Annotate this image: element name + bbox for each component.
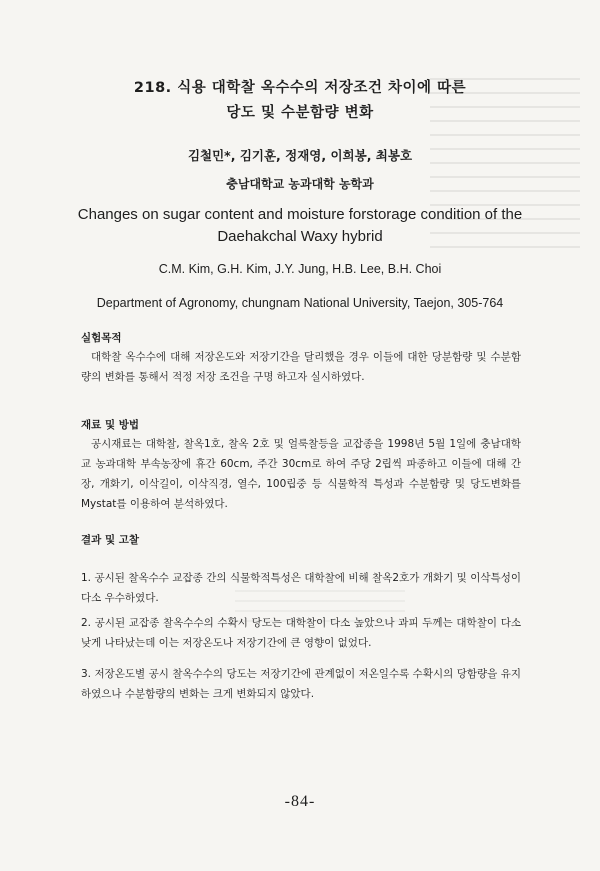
korean-title-line-2: 당도 및 수분함량 변화 xyxy=(226,105,374,121)
result-item-3: 3. 저장온도별 공시 찰옥수수의 당도는 저장기간에 관계없이 저온일수록 수확시의 당함량을 유지하였으나 수분함량의 변화는 크게 변화되지 않았다. xyxy=(81,668,521,700)
korean-affiliation: 충남대학교 농과대학 농학과 xyxy=(226,177,374,191)
section-heading-methods: 재료 및 방법 xyxy=(81,419,140,431)
english-title-line-1: Changes on sugar content and moisture forstorage condition of the xyxy=(77,206,523,223)
page-number: -84- xyxy=(284,793,316,810)
korean-title-line-1: 218. 식용 대학찰 옥수수의 저장조건 차이에 따른 xyxy=(133,80,467,96)
methods-paragraph: 공시재료는 대학찰, 찰옥1호, 찰옥 2호 및 얼룩찰등을 교잡종을 1998년 5월 1일에 충남대학교 농과대학 부속농장에 휴간 60cm, 주간 30cm로 하여 주당 2립씩 파종하고 이들에 대해 간장, 개화기, 이삭길이, 이삭직경, 열수, 100립중 등 식물학적 특성과 수분함량 및 당도변화를 Mystat를 이용하여 분석하였다. xyxy=(81,438,521,510)
english-affiliation: Department of Agronomy, chungnam National University, Taejon, 305-764 xyxy=(96,296,504,310)
objective-paragraph: 대학찰 옥수수에 대해 저장온도와 저장기간을 달리했을 경우 이들에 대한 당분함량 및 수분함량의 변화를 통해서 적정 저장 조건을 구명 하고자 실시하였다. xyxy=(81,351,521,383)
result-item-1: 1. 공시된 찰옥수수 교잡종 간의 식물학적특성은 대학찰에 비해 찰옥2호가 개화기 및 이삭특성이 다소 우수하였다. xyxy=(81,572,521,604)
korean-authors: 김철민*, 김기훈, 정재영, 이희봉, 최봉호 xyxy=(187,148,413,163)
english-authors: C.M. Kim, G.H. Kim, J.Y. Jung, H.B. Lee, B.H. Choi xyxy=(158,262,442,276)
section-heading-results: 결과 및 고찰 xyxy=(81,534,140,546)
section-heading-objective: 실험목적 xyxy=(81,332,122,344)
english-title-line-2: Daehakchal Waxy hybrid xyxy=(217,228,383,245)
result-item-2: 2. 공시된 교잡종 찰옥수수의 수확시 당도는 대학찰이 다소 높았으나 과피 두께는 대학찰이 다소 낮게 나타났는데 이는 저장온도나 저장기간에 큰 영향이 없었다. xyxy=(81,617,521,649)
